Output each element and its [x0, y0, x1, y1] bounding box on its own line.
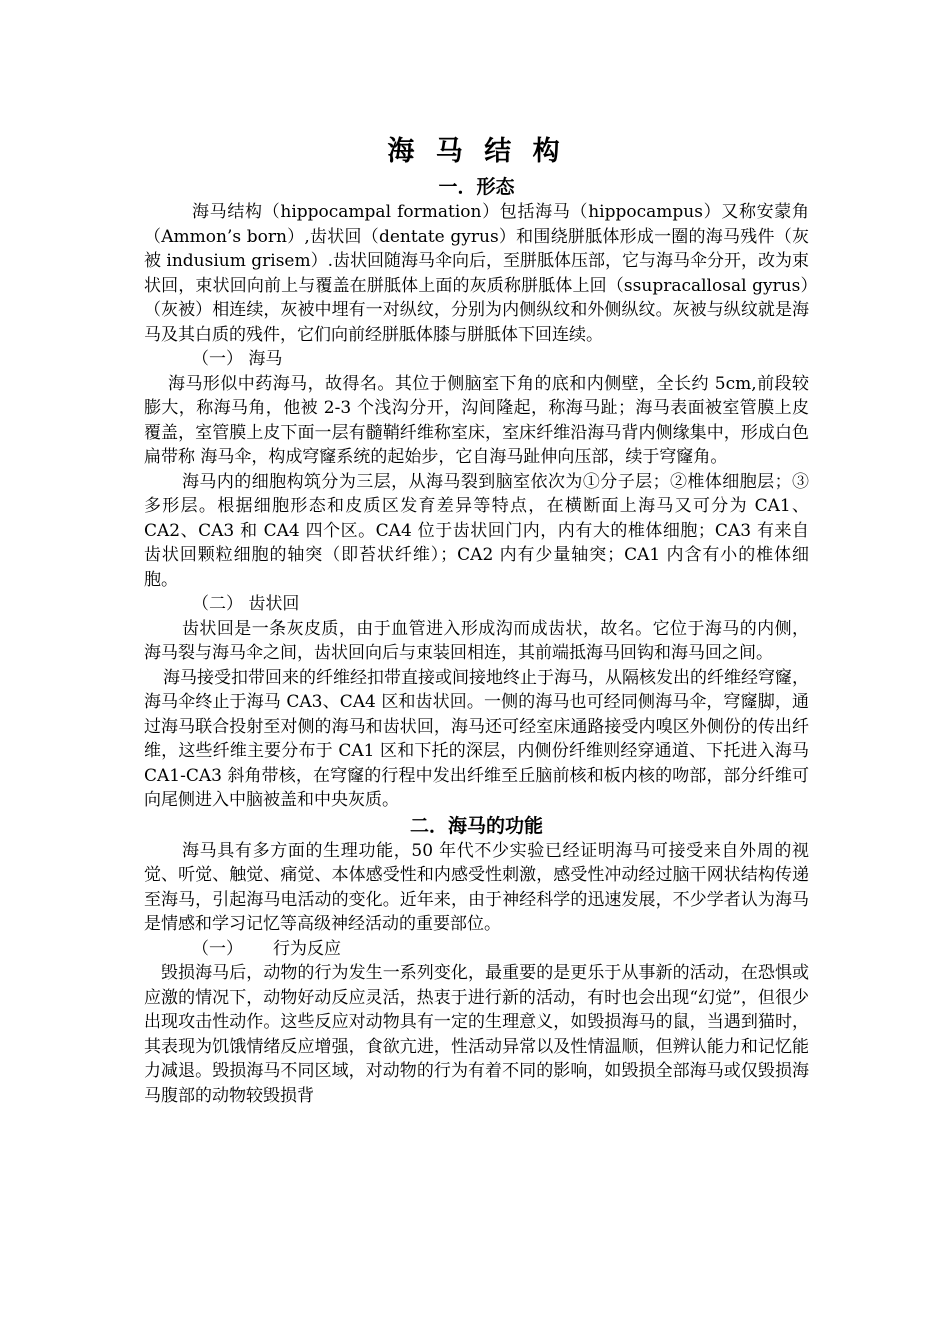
paragraph-dentate-gyrus: 齿状回是一条灰皮质，由于血管进入形成沟而成齿状，故名。它位于海马的内侧，海马裂与海马伞之间，齿状回向后与束装回相连，其前端抵海马回钩和海马回之间。 [144, 618, 809, 663]
paragraph-hippocampus-shape: 海马形似中药海马，故得名。其位于侧脑室下角的底和内侧壁，全长约 5cm,前段较膨大，称海马角，他被 2-3 个浅沟分开，沟间隆起，称海马趾；海马表面被室管膜上皮覆盖，室管膜上皮下面一层有髓鞘纤维称室床，室床纤维沿海马背内侧缘集中，形成白色扁带称 海马伞，构成穹窿系统的起始步，它自海马趾伸向压部，续于穹窿角。 [144, 373, 809, 467]
section-heading-function: 二．海马的功能 [409, 814, 543, 837]
subheading-dentate-gyrus: （二） 齿状回 [192, 594, 300, 614]
paragraph-behavior: 毁损海马后，动物的行为发生一系列变化，最重要的是更乐于从事新的活动，在恐惧或应激的情况下，动物好动反应灵活，热衷于进行新的活动，有时也会出现“幻觉”，但很少出现攻击性动作。这些反应对动物具有一定的生理意义，如毁损海马的鼠，当遇到猫时，其表现为饥饿情绪反应增强，食欲亢进，性活动异常以及性情温顺，但辨认能力和记忆能力减退。毁损海马不同区域，对动物的行为有着不同的影响，如毁损全部海马或仅毁损海马腹部的动物较毁损背 [144, 963, 809, 1106]
subheading-behavior-text: 行为反应 [273, 938, 341, 959]
paragraph-afferent-fibers: 海马接受扣带回来的纤维经扣带直接或间接地终止于海马，从隔核发出的纤维经穹窿，海马伞终止于海马 CA3、CA4 区和齿状回。一侧的海马也可经同侧海马伞，穹窿脚，通过海马联合投射至对侧的海马和齿状回，海马还可经室床通路接受内嗅区外侧份的传出纤维，这些纤维主要分布于 CA1 区和下托的深层，内侧份纤维则经穿通道、下托进入海马 CA1-CA3 斜角带核，在穹窿的行程中发出纤维至丘脑前核和板内核的吻部，部分纤维可向尾侧进入中脑被盖和中央灰质。 [144, 667, 809, 810]
section-heading-morphology: 一．形态 [438, 176, 515, 198]
subheading-behavior-number: （一） [192, 938, 243, 959]
subheading-hippocampus: （一） 海马 [192, 349, 283, 369]
subheading-behavior [144, 937, 809, 962]
document-body [144, 130, 809, 1108]
paragraph-function-intro: 海马具有多方面的生理功能，50 年代不少实验已经证明海马可接受来自外周的视觉、听觉、触觉、痛觉、本体感受性和内感受性刺激，感受性冲动经过脑干网状结构传递至海马，引起海马电活动的变化。近年来，由于神经科学的迅速发展，不少学者认为海马是情感和学习记忆等高级神经活动的重要部位。 [144, 840, 809, 934]
paragraph-intro: 海马结构（hippocampal formation）包括海马（hippocampus）又称安蒙角（Ammon’s born）,齿状回（dentate gyrus）和围绕胼胝体形成一圈的海马残件（灰被 indusium grisem）.齿状回随海马伞向后，至胼胝体压部，它与海马伞分开，改为束状回，束状回向前上与覆盖在胼胝体上面的灰质称胼胝体上回（ssupracallosal gyrus）（灰被）相连续，灰被中埋有一对纵纹，分别为内侧纵纹和外侧纵纹。灰被与纵纹就是海马及其白质的残件，它们向前经胼胝体膝与胼胝体下回连续。 [144, 202, 810, 345]
paragraph-hippocampus-layers: 海马内的细胞构筑分为三层，从海马裂到脑室依次为①分子层；②椎体细胞层；③多形层。根据细胞形态和皮质区发育差异等特点，在横断面上海马又可分为 CA1、CA2、CA3 和 CA4 四个区。CA4 位于齿状回门内，内有大的椎体细胞；CA3 有来自齿状回颗粒细胞的轴突（即苔状纤维）；CA2 内有少量轴突；CA1 内含有小的椎体细胞。 [144, 471, 809, 590]
document-title: 海 马 结 构 [387, 136, 566, 167]
